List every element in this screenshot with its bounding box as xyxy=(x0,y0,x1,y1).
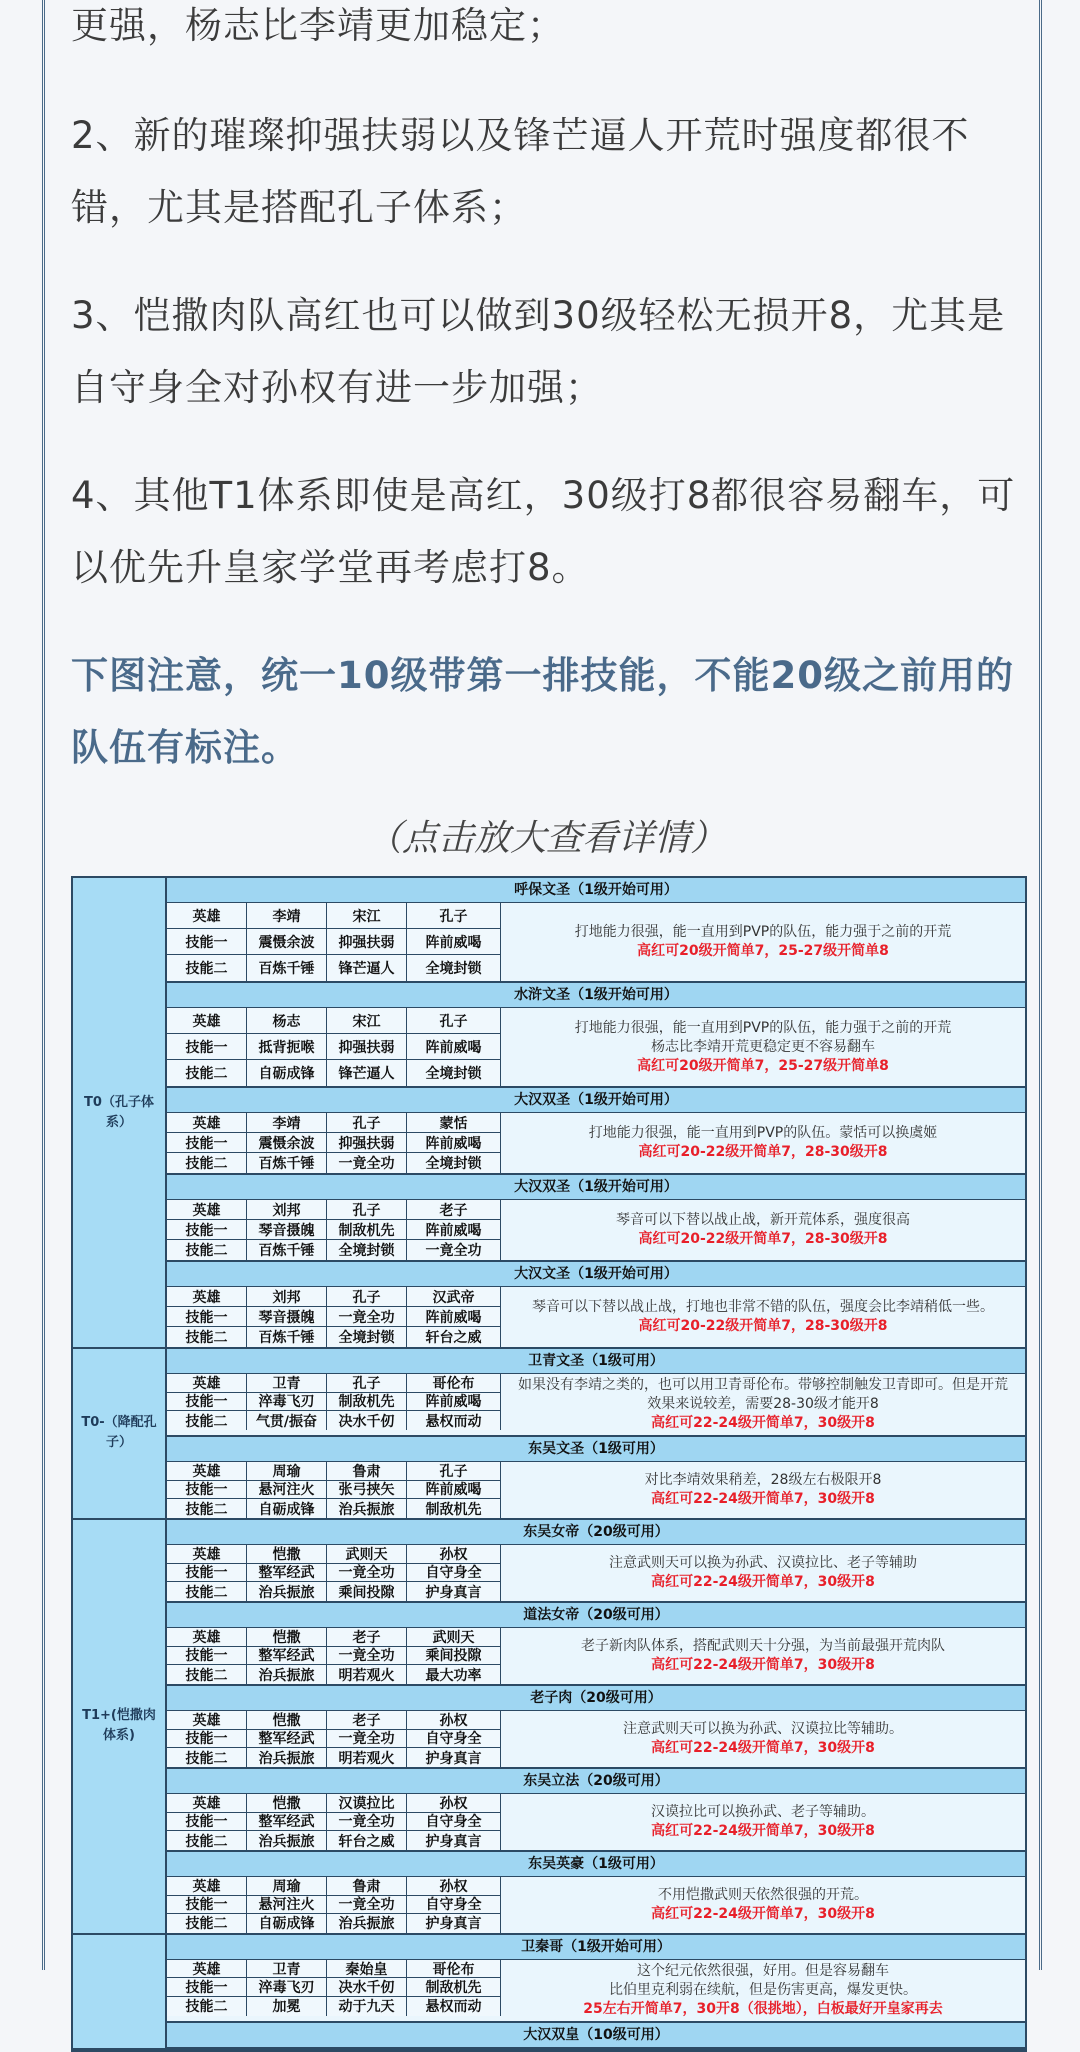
skill-cell: 全境封锁 xyxy=(327,1240,407,1260)
team-block xyxy=(167,1852,1025,1933)
team-title: 大汉双圣（1级开始可用） xyxy=(167,1175,1025,1200)
hero-cell: 英雄 xyxy=(167,1628,247,1647)
hero-cell: 蒙恬 xyxy=(407,1113,501,1133)
tier-group xyxy=(73,1935,1025,2050)
description-line: 汉谟拉比可以换孙武、老子等辅助。 xyxy=(651,1803,875,1820)
skill-cell: 整军经武 xyxy=(247,1647,327,1666)
hero-cell: 哥伦布 xyxy=(407,1374,501,1393)
skill-cell: 技能二 xyxy=(167,1914,247,1933)
team-title: 东吴立法（20级可用） xyxy=(167,1769,1025,1794)
team-block xyxy=(167,1686,1025,1769)
skill-cell: 护身真言 xyxy=(407,1748,501,1767)
skill-cell: 自守身全 xyxy=(407,1564,501,1583)
skill-cell: 技能二 xyxy=(167,955,247,981)
team-description xyxy=(501,1462,1025,1518)
skill-cell: 技能二 xyxy=(167,1411,247,1430)
skill-cell: 悬权而动 xyxy=(407,1997,501,2016)
skill-cell: 抑强扶弱 xyxy=(327,1133,407,1153)
skill-cell: 悬权而动 xyxy=(407,1411,501,1430)
team-title: 东吴女帝（20级可用） xyxy=(167,1520,1025,1545)
team-title: 水浒文圣（1级开始可用） xyxy=(167,983,1025,1008)
high-red-requirement: 高红可20-22级开简单7，28-30级开8 xyxy=(638,1318,888,1334)
team-block xyxy=(167,983,1025,1088)
skill-cell: 自守身全 xyxy=(407,1730,501,1749)
skill-cell: 阵前威喝 xyxy=(407,1307,501,1327)
tier-label: T1+(恺撒肉体系) xyxy=(73,1520,167,1933)
hero-cell: 恺撒 xyxy=(247,1545,327,1564)
skill-cell: 百炼千锤 xyxy=(247,1240,327,1260)
skill-cell: 明若观火 xyxy=(327,1748,407,1767)
hero-cell: 英雄 xyxy=(167,1287,247,1307)
skill-cell: 全境封锁 xyxy=(407,1060,501,1086)
team-title: 呼保文圣（1级开始可用） xyxy=(167,878,1025,903)
skill-cell: 气贯/振奋 xyxy=(247,1411,327,1430)
team-tier-table-image[interactable] xyxy=(71,876,1027,2052)
team-description xyxy=(501,1287,1025,1347)
skill-cell: 悬河注火 xyxy=(247,1481,327,1500)
skill-cell: 一竟全功 xyxy=(327,1647,407,1666)
skill-cell: 百炼千锤 xyxy=(247,1153,327,1173)
hero-cell: 恺撒 xyxy=(247,1628,327,1647)
hero-cell: 武则天 xyxy=(327,1545,407,1564)
description-line: 不用恺撒武则天依然很强的开荒。 xyxy=(658,1886,868,1903)
hero-cell: 英雄 xyxy=(167,1711,247,1730)
description-line: 注意武则天可以换为孙武、汉谟拉比、老子等辅助 xyxy=(609,1554,917,1571)
hero-cell: 宋江 xyxy=(327,903,407,929)
hero-cell: 英雄 xyxy=(167,903,247,929)
high-red-requirement: 25左右开简单7，30开8（很挑地），白板最好开皇家再去 xyxy=(583,2000,943,2017)
hero-cell: 老子 xyxy=(407,1200,501,1220)
skill-cell: 技能二 xyxy=(167,1831,247,1850)
skill-cell: 阵前威喝 xyxy=(407,929,501,955)
hero-cell: 孙权 xyxy=(407,1877,501,1896)
paragraph-4: 4、其他T1体系即使是高红，30级打8都很容易翻车，可以优先升皇家学堂再考虑打8。 xyxy=(71,474,1016,589)
hero-cell: 英雄 xyxy=(167,1794,247,1813)
hero-cell: 周瑜 xyxy=(247,1877,327,1896)
description-line: 注意武则天可以换为孙武、汉谟拉比等辅助。 xyxy=(623,1720,903,1737)
hero-cell: 李靖 xyxy=(247,1113,327,1133)
skill-cell: 一竟全功 xyxy=(327,1730,407,1749)
hero-cell: 哥伦布 xyxy=(407,1960,501,1979)
high-red-requirement: 高红可22-24级开简单7，30级开8 xyxy=(651,1905,875,1922)
hero-cell: 孙权 xyxy=(407,1545,501,1564)
team-description xyxy=(501,1545,1025,1601)
skill-cell: 技能一 xyxy=(167,1481,247,1500)
skill-cell: 张弓挟矢 xyxy=(327,1481,407,1500)
skill-cell: 阵前威喝 xyxy=(407,1034,501,1060)
high-red-requirement: 高红可22-24级开简单7，30级开8 xyxy=(651,1490,875,1507)
high-red-requirement: 高红可22-24级开简单7，30级开8 xyxy=(651,1739,875,1756)
skill-cell: 一竟全功 xyxy=(327,1564,407,1583)
skill-cell: 全境封锁 xyxy=(407,1153,501,1173)
description-line: 打地能力很强，能一直用到PVP的队伍，能力强于之前的开荒 xyxy=(574,924,952,940)
team-description xyxy=(501,1628,1025,1684)
team-description xyxy=(501,1877,1025,1933)
hero-cell: 孙权 xyxy=(407,1711,501,1730)
skill-cell: 抑强扶弱 xyxy=(327,1034,407,1060)
hero-cell: 汉谟拉比 xyxy=(327,1794,407,1813)
hero-cell: 刘邦 xyxy=(247,1287,327,1307)
skill-cell: 自砺成锋 xyxy=(247,1060,327,1086)
team-block xyxy=(167,1935,1025,2023)
hero-cell: 武则天 xyxy=(407,1628,501,1647)
skill-cell: 护身真言 xyxy=(407,1914,501,1933)
team-title: 卫秦哥（1级开始可用） xyxy=(167,1935,1025,1960)
hero-cell: 英雄 xyxy=(167,1200,247,1220)
skill-cell: 阵前威喝 xyxy=(407,1133,501,1153)
skill-cell: 治兵振旅 xyxy=(247,1582,327,1601)
skill-cell: 技能一 xyxy=(167,1133,247,1153)
team-title: 大汉文圣（1级开始可用） xyxy=(167,1262,1025,1287)
skill-cell: 一竟全功 xyxy=(327,1307,407,1327)
skill-cell: 自砺成锋 xyxy=(247,1499,327,1518)
skill-cell: 技能一 xyxy=(167,1978,247,1997)
skill-cell: 技能二 xyxy=(167,1499,247,1518)
hero-cell: 孔子 xyxy=(407,1008,501,1034)
skill-cell: 技能二 xyxy=(167,1997,247,2016)
skill-cell: 技能一 xyxy=(167,1307,247,1327)
skill-cell: 自砺成锋 xyxy=(247,1914,327,1933)
tier-group xyxy=(73,878,1025,1349)
skill-cell: 一竟全功 xyxy=(327,1896,407,1915)
high-red-requirement: 高红可20-22级开简单7，28-30级开8 xyxy=(638,1231,888,1247)
skill-cell: 护身真言 xyxy=(407,1831,501,1850)
skill-cell: 锋芒逼人 xyxy=(327,955,407,981)
hero-cell: 孔子 xyxy=(327,1287,407,1307)
skill-cell: 技能二 xyxy=(167,1153,247,1173)
skill-cell: 琴音摄魄 xyxy=(247,1220,327,1240)
skill-cell: 抵背扼喉 xyxy=(247,1034,327,1060)
description-line: 琴音可以下替以战止战，打地也非常不错的队伍，强度会比李靖稍低一些。 xyxy=(532,1299,994,1315)
hero-cell: 汉武帝 xyxy=(407,1287,501,1307)
skill-cell: 乘间投隙 xyxy=(407,1647,501,1666)
hero-cell: 宋江 xyxy=(327,1008,407,1034)
hero-cell: 英雄 xyxy=(167,1008,247,1034)
hero-cell: 英雄 xyxy=(167,1462,247,1481)
skill-cell: 护身真言 xyxy=(407,1582,501,1601)
team-block xyxy=(167,1349,1025,1437)
paragraph-3: 3、恺撒肉队高红也可以做到30级轻松无损开8，尤其是自守身全对孙权有进一步加强； xyxy=(71,294,1006,409)
skill-cell: 百炼千锤 xyxy=(247,955,327,981)
skill-cell: 轩台之威 xyxy=(407,1327,501,1347)
skill-cell: 技能二 xyxy=(167,1748,247,1767)
tier-group xyxy=(73,1349,1025,1520)
team-block xyxy=(167,1603,1025,1686)
team-title: 东吴英豪（1级可用） xyxy=(167,1852,1025,1877)
hero-cell: 恺撒 xyxy=(247,1794,327,1813)
hero-cell: 英雄 xyxy=(167,1113,247,1133)
paragraph-1-tail: 更强，杨志比李靖更加稳定； xyxy=(71,4,565,47)
tier-label: T0-（降配孔子） xyxy=(73,1349,167,1518)
team-block xyxy=(167,1262,1025,1347)
skill-cell: 整军经武 xyxy=(247,1564,327,1583)
high-red-requirement: 高红可20级开简单7，25-27级开简单8 xyxy=(637,1057,889,1074)
description-line: 效果来说较差，需要28-30级才能开8 xyxy=(647,1396,879,1412)
skill-cell: 百炼千锤 xyxy=(247,1327,327,1347)
skill-cell: 制敌机先 xyxy=(327,1220,407,1240)
hero-cell: 英雄 xyxy=(167,1877,247,1896)
paragraph-2: 2、新的璀璨抑强扶弱以及锋芒逼人开荒时强度都很不错，尤其是搭配孔子体系； xyxy=(71,114,970,229)
skill-cell: 一竟全功 xyxy=(327,1813,407,1832)
team-block xyxy=(167,1769,1025,1852)
description-line: 打地能力很强，能一直用到PVP的队伍。蒙恬可以换虞姬 xyxy=(588,1125,938,1141)
team-description xyxy=(501,1794,1025,1850)
team-title: 大汉双皇（10级可用） xyxy=(167,2023,1025,2048)
description-line: 比伯里克利弱在续航，但是伤害更高，爆发更快。 xyxy=(609,1981,917,1998)
hero-cell: 恺撒 xyxy=(247,1711,327,1730)
team-title: 东吴文圣（1级可用） xyxy=(167,1437,1025,1462)
skill-cell: 全境封锁 xyxy=(407,955,501,981)
hero-cell: 刘邦 xyxy=(247,1200,327,1220)
team-block xyxy=(167,1175,1025,1262)
hero-cell: 孔子 xyxy=(327,1200,407,1220)
hero-cell: 杨志 xyxy=(247,1008,327,1034)
skill-cell: 技能一 xyxy=(167,1564,247,1583)
skill-cell: 动于九天 xyxy=(327,1997,407,2016)
hero-cell: 老子 xyxy=(327,1711,407,1730)
skill-cell: 阵前威喝 xyxy=(407,1393,501,1412)
team-title: 道法女帝（20级可用） xyxy=(167,1603,1025,1628)
team-description xyxy=(501,1113,1025,1173)
team-description xyxy=(501,1960,1025,2021)
skill-cell: 一竟全功 xyxy=(407,1240,501,1260)
tier-group xyxy=(73,1520,1025,1935)
high-red-requirement: 高红可22-24级开简单7，30级开8 xyxy=(651,1656,875,1673)
skill-cell: 技能二 xyxy=(167,1582,247,1601)
team-block xyxy=(167,878,1025,983)
hero-cell: 卫青 xyxy=(247,1960,327,1979)
skill-cell: 轩台之威 xyxy=(327,1831,407,1850)
hero-cell: 卫青 xyxy=(247,1374,327,1393)
skill-cell: 技能一 xyxy=(167,929,247,955)
hero-cell: 孙权 xyxy=(407,1794,501,1813)
skill-cell: 一竟全功 xyxy=(327,1153,407,1173)
skill-cell: 淬毒飞刃 xyxy=(247,1978,327,1997)
team-block xyxy=(167,1437,1025,1518)
high-red-requirement: 高红可22-24级开简单7，30级开8 xyxy=(651,1822,875,1839)
description-line: 打地能力很强，能一直用到PVP的队伍，能力强于之前的开荒 xyxy=(574,1019,952,1036)
skill-cell: 整军经武 xyxy=(247,1813,327,1832)
hero-cell: 孔子 xyxy=(407,1462,501,1481)
skill-cell: 技能一 xyxy=(167,1896,247,1915)
skill-cell: 技能一 xyxy=(167,1730,247,1749)
skill-cell: 制敌机先 xyxy=(407,1499,501,1518)
skill-cell: 琴音摄魄 xyxy=(247,1307,327,1327)
hero-cell: 周瑜 xyxy=(247,1462,327,1481)
skill-cell: 整军经武 xyxy=(247,1730,327,1749)
skill-cell: 最大功率 xyxy=(407,1665,501,1684)
skill-cell: 治兵振旅 xyxy=(247,1748,327,1767)
hero-cell: 英雄 xyxy=(167,1545,247,1564)
skill-cell: 阵前威喝 xyxy=(407,1481,501,1500)
skill-cell: 治兵振旅 xyxy=(327,1914,407,1933)
hero-cell: 老子 xyxy=(327,1628,407,1647)
skill-cell: 治兵振旅 xyxy=(247,1831,327,1850)
description-line: 琴音可以下替以战止战，新开荒体系，强度很高 xyxy=(616,1212,910,1228)
team-block xyxy=(167,2023,1025,2048)
image-caption: （点击放大查看详情） xyxy=(365,818,726,859)
description-line: 杨志比李靖开荒更稳定更不容易翻车 xyxy=(651,1038,875,1055)
team-title: 老子肉（20级可用） xyxy=(167,1686,1025,1711)
skill-cell: 淬毒飞刃 xyxy=(247,1393,327,1412)
skill-cell: 制敌机先 xyxy=(327,1393,407,1412)
skill-cell: 震慑余波 xyxy=(247,1133,327,1153)
skill-cell: 技能一 xyxy=(167,1034,247,1060)
description-line: 这个纪元依然很强，好用。但是容易翻车 xyxy=(637,1962,889,1979)
skill-cell: 技能一 xyxy=(167,1393,247,1412)
description-line: 对比李靖效果稍差，28级左右极限开8 xyxy=(644,1471,882,1488)
description-line: 如果没有李靖之类的，也可以用卫青哥伦布。带够控制触发卫青即可。但是开荒 xyxy=(518,1377,1008,1393)
hero-cell: 英雄 xyxy=(167,1960,247,1979)
skill-cell: 技能一 xyxy=(167,1220,247,1240)
high-red-requirement: 高红可22-24级开简单7，30级开8 xyxy=(651,1573,875,1590)
skill-cell: 决水千仞 xyxy=(327,1978,407,1997)
skill-cell: 治兵振旅 xyxy=(247,1665,327,1684)
skill-cell: 技能一 xyxy=(167,1813,247,1832)
skill-cell: 加冕 xyxy=(247,1997,327,2016)
skill-cell: 技能二 xyxy=(167,1327,247,1347)
team-block xyxy=(167,1088,1025,1175)
team-description xyxy=(501,1374,1025,1435)
skill-cell: 自守身全 xyxy=(407,1896,501,1915)
description-line: 老子新肉队体系，搭配武则天十分强，为当前最强开荒肉队 xyxy=(581,1637,945,1654)
skill-cell: 锋芒逼人 xyxy=(327,1060,407,1086)
skill-cell: 决水千仞 xyxy=(327,1411,407,1430)
hero-cell: 秦始皇 xyxy=(327,1960,407,1979)
article-frame xyxy=(42,0,1042,2043)
skill-cell: 技能二 xyxy=(167,1240,247,1260)
hero-cell: 孔子 xyxy=(327,1113,407,1133)
skill-cell: 明若观火 xyxy=(327,1665,407,1684)
team-description xyxy=(501,1711,1025,1767)
team-block xyxy=(167,1520,1025,1603)
hero-cell: 李靖 xyxy=(247,903,327,929)
tier-label: T0（孔子体系） xyxy=(73,878,167,1347)
skill-cell: 悬河注火 xyxy=(247,1896,327,1915)
skill-cell: 乘间投隙 xyxy=(327,1582,407,1601)
team-title: 卫青文圣（1级可用） xyxy=(167,1349,1025,1374)
skill-cell: 自守身全 xyxy=(407,1813,501,1832)
hero-cell: 孔子 xyxy=(407,903,501,929)
hero-cell: 孔子 xyxy=(327,1374,407,1393)
hero-cell: 英雄 xyxy=(167,1374,247,1393)
skill-cell: 技能二 xyxy=(167,1665,247,1684)
skill-cell: 治兵振旅 xyxy=(327,1499,407,1518)
skill-cell: 制敌机先 xyxy=(407,1978,501,1997)
high-red-requirement: 高红可22-24级开简单7，30级开8 xyxy=(651,1415,875,1431)
skill-cell: 技能一 xyxy=(167,1647,247,1666)
skill-cell: 全境封锁 xyxy=(327,1327,407,1347)
skill-cell: 技能二 xyxy=(167,1060,247,1086)
high-red-requirement: 高红可20-22级开简单7，28-30级开8 xyxy=(638,1144,888,1160)
team-title: 大汉双圣（1级开始可用） xyxy=(167,1088,1025,1113)
skill-cell: 震慑余波 xyxy=(247,929,327,955)
skill-cell: 抑强扶弱 xyxy=(327,929,407,955)
hero-cell: 鲁肃 xyxy=(327,1877,407,1896)
highlight-note: 下图注意，统一10级带第一排技能，不能20级之前用的队伍有标注。 xyxy=(71,654,1014,769)
team-description xyxy=(501,1008,1025,1086)
skill-cell: 阵前威喝 xyxy=(407,1220,501,1240)
high-red-requirement: 高红可20级开简单7，25-27级开简单8 xyxy=(637,943,889,959)
team-description xyxy=(501,1200,1025,1260)
hero-cell: 鲁肃 xyxy=(327,1462,407,1481)
team-description xyxy=(501,903,1025,981)
